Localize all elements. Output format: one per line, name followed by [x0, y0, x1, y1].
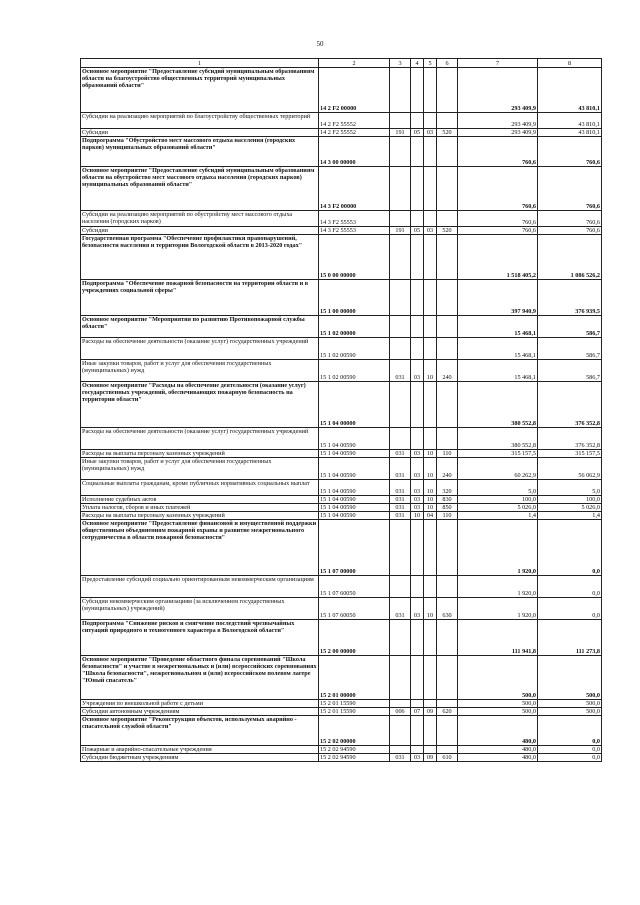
row-amount-cell: 586,7 [538, 316, 602, 338]
row-code-cell: 15 1 04 00590 [319, 428, 390, 450]
row-amount-cell: 15 468,1 [458, 316, 538, 338]
row-amount-cell: 760,6 [458, 211, 538, 227]
row-amount-cell: 100,0 [458, 496, 538, 504]
row-ministry-cell [390, 137, 411, 167]
row-subsection-cell [424, 338, 437, 360]
row-amount-cell: 15 468,1 [458, 360, 538, 382]
table-row [81, 338, 602, 360]
row-code-cell: 15 2 01 15590 [319, 708, 390, 716]
row-amount-cell: 1 920,0 [458, 576, 538, 598]
row-subsection-cell [424, 211, 437, 227]
row-section-cell [411, 316, 424, 338]
row-ministry-cell: 031 [390, 458, 411, 480]
row-subsection-cell: 09 [424, 708, 437, 716]
row-amount-cell: 1,4 [538, 512, 602, 520]
row-amount-cell: 500,0 [458, 656, 538, 700]
table-row [81, 746, 602, 754]
row-section-cell [411, 428, 424, 450]
row-section-cell [411, 338, 424, 360]
row-section-cell [411, 235, 424, 280]
row-subsection-cell [424, 235, 437, 280]
row-amount-cell: 500,0 [538, 656, 602, 700]
row-code-cell: 15 0 00 00000 [319, 235, 390, 280]
row-ministry-cell [390, 520, 411, 576]
row-amount-cell: 760,6 [538, 211, 602, 227]
row-expense-type-cell [437, 382, 458, 428]
table-row [81, 113, 602, 129]
row-ministry-cell [390, 700, 411, 708]
row-expense-type-cell: 110 [437, 512, 458, 520]
row-section-cell [411, 280, 424, 316]
row-code-cell: 15 1 00 00000 [319, 280, 390, 316]
row-amount-cell: 5 026,0 [458, 504, 538, 512]
row-name-cell: Субсидии [81, 227, 319, 235]
table-row [81, 656, 602, 700]
row-expense-type-cell [437, 68, 458, 113]
row-code-cell: 15 1 02 00000 [319, 316, 390, 338]
row-section-cell [411, 68, 424, 113]
budget-table [80, 58, 602, 762]
row-ministry-cell [390, 338, 411, 360]
row-section-cell [411, 716, 424, 746]
row-ministry-cell [390, 235, 411, 280]
row-name-cell: Пожарные и аварийно-спасательные учреждения [81, 746, 319, 754]
row-name-cell: Основное мероприятие "Предоставление субсидий муниципальным образованиям области на благоустройство общественных территорий муниципальных образований области" [81, 68, 319, 113]
row-section-cell [411, 656, 424, 700]
row-expense-type-cell [437, 167, 458, 211]
table-row [81, 480, 602, 496]
row-code-cell: 14 2 F2 55552 [319, 113, 390, 129]
row-subsection-cell [424, 167, 437, 211]
row-expense-type-cell: 240 [437, 458, 458, 480]
row-subsection-cell: 03 [424, 129, 437, 137]
row-code-cell: 14 3 F2 00000 [319, 167, 390, 211]
row-subsection-cell [424, 137, 437, 167]
row-amount-cell: 380 552,8 [458, 428, 538, 450]
row-name-cell: Основное мероприятие "Расходы на обеспечение деятельности (оказание услуг) государственных учреждений, обеспечивающих пожарную безопасность на территории области" [81, 382, 319, 428]
row-section-cell [411, 620, 424, 656]
row-amount-cell: 0,0 [538, 598, 602, 620]
row-subsection-cell [424, 620, 437, 656]
row-name-cell: Подпрограмма "Обеспечение пожарной безопасности на территории области и в учреждениях социальной сферы" [81, 280, 319, 316]
row-amount-cell: 760,6 [538, 167, 602, 211]
row-amount-cell: 293 409,9 [458, 68, 538, 113]
row-amount-cell: 500,0 [458, 708, 538, 716]
row-code-cell: 15 1 04 00590 [319, 450, 390, 458]
row-name-cell: Расходы на обеспечение деятельности (оказание услуг) государственных учреждений [81, 338, 319, 360]
row-name-cell: Субсидии на реализацию мероприятий по благоустройству общественных территорий [81, 113, 319, 129]
row-expense-type-cell [437, 620, 458, 656]
row-amount-cell: 60 262,9 [458, 458, 538, 480]
row-expense-type-cell: 240 [437, 360, 458, 382]
row-ministry-cell: 031 [390, 754, 411, 762]
table-row [81, 598, 602, 620]
row-expense-type-cell [437, 137, 458, 167]
row-amount-cell: 480,0 [458, 716, 538, 746]
row-amount-cell: 376 352,8 [538, 382, 602, 428]
row-expense-type-cell: 320 [437, 480, 458, 496]
row-subsection-cell: 10 [424, 360, 437, 382]
row-expense-type-cell [437, 113, 458, 129]
row-amount-cell: 586,7 [538, 360, 602, 382]
row-amount-cell: 5,0 [538, 480, 602, 496]
row-subsection-cell [424, 280, 437, 316]
row-amount-cell: 397 940,9 [458, 280, 538, 316]
row-name-cell: Основное мероприятие "Предоставление субсидий муниципальным образованиям области на обустройство мест массового отдыха населения (городских парков) муниципальных образований области" [81, 167, 319, 211]
row-code-cell: 15 1 02 00590 [319, 360, 390, 382]
row-ministry-cell: 031 [390, 598, 411, 620]
row-subsection-cell: 10 [424, 598, 437, 620]
row-amount-cell: 43 810,1 [538, 68, 602, 113]
row-amount-cell: 1 518 405,2 [458, 235, 538, 280]
row-amount-cell: 15 468,1 [458, 338, 538, 360]
table-row [81, 496, 602, 504]
row-section-cell: 03 [411, 450, 424, 458]
row-subsection-cell [424, 716, 437, 746]
row-amount-cell: 376 352,8 [538, 428, 602, 450]
row-subsection-cell [424, 700, 437, 708]
row-ministry-cell: 191 [390, 227, 411, 235]
row-amount-cell: 315 157,5 [458, 450, 538, 458]
row-name-cell: Основное мероприятие "Реконструкция объектов, используемых аварийно - спасательной службой области" [81, 716, 319, 746]
row-ministry-cell: 031 [390, 512, 411, 520]
row-amount-cell: 500,0 [538, 700, 602, 708]
row-amount-cell: 1,4 [458, 512, 538, 520]
row-expense-type-cell [437, 428, 458, 450]
column-header: 3 [390, 59, 411, 68]
row-expense-type-cell: 630 [437, 598, 458, 620]
row-code-cell: 14 3 F2 55553 [319, 211, 390, 227]
row-ministry-cell: 031 [390, 450, 411, 458]
row-expense-type-cell [437, 746, 458, 754]
table-row [81, 512, 602, 520]
row-amount-cell: 43 810,1 [538, 113, 602, 129]
column-header: 8 [538, 59, 602, 68]
row-section-cell: 03 [411, 480, 424, 496]
row-subsection-cell: 03 [424, 227, 437, 235]
row-name-cell: Основное мероприятие "Предоставление финансовой и имущественной поддержки общественным объединениям пожарной охраны и развитие межрегионального сотрудничества в области пожарной безопасности" [81, 520, 319, 576]
row-name-cell: Субсидии на реализацию мероприятий по обустройству мест массового отдыха населения (городских парков) [81, 211, 319, 227]
row-amount-cell: 760,6 [538, 137, 602, 167]
row-code-cell: 14 3 F2 55553 [319, 227, 390, 235]
row-amount-cell: 111 941,8 [458, 620, 538, 656]
row-expense-type-cell: 110 [437, 450, 458, 458]
table-row [81, 716, 602, 746]
row-amount-cell: 480,0 [458, 754, 538, 762]
row-name-cell: Иные закупки товаров, работ и услуг для обеспечения государственных (муниципальных) нужд [81, 360, 319, 382]
row-expense-type-cell: 620 [437, 708, 458, 716]
row-subsection-cell: 10 [424, 504, 437, 512]
row-amount-cell: 1 086 526,2 [538, 235, 602, 280]
table-row [81, 316, 602, 338]
row-code-cell: 15 2 01 15590 [319, 700, 390, 708]
table-row [81, 504, 602, 512]
column-header: 5 [424, 59, 437, 68]
row-ministry-cell [390, 428, 411, 450]
row-subsection-cell [424, 520, 437, 576]
row-amount-cell: 43 810,1 [538, 129, 602, 137]
row-name-cell: Подпрограмма "Обустройство мест массового отдыха населения (городских парков) муниципальных образований области" [81, 137, 319, 167]
row-ministry-cell [390, 656, 411, 700]
row-expense-type-cell: 850 [437, 504, 458, 512]
row-subsection-cell: 10 [424, 496, 437, 504]
row-expense-type-cell [437, 716, 458, 746]
row-amount-cell: 760,6 [458, 137, 538, 167]
row-amount-cell: 1 920,0 [458, 520, 538, 576]
row-code-cell: 15 1 04 00590 [319, 504, 390, 512]
table-row [81, 382, 602, 428]
row-name-cell: Расходы на выплаты персоналу казенных учреждений [81, 450, 319, 458]
row-subsection-cell [424, 576, 437, 598]
column-header: 6 [437, 59, 458, 68]
row-code-cell: 15 1 04 00590 [319, 496, 390, 504]
row-ministry-cell: 031 [390, 360, 411, 382]
row-name-cell: Уплата налогов, сборов и иных платежей [81, 504, 319, 512]
row-code-cell: 15 2 00 00000 [319, 620, 390, 656]
row-subsection-cell: 10 [424, 480, 437, 496]
row-name-cell: Субсидии бюджетным учреждениям [81, 754, 319, 762]
row-ministry-cell [390, 68, 411, 113]
row-expense-type-cell [437, 316, 458, 338]
row-ministry-cell [390, 382, 411, 428]
row-subsection-cell: 10 [424, 458, 437, 480]
column-header: 4 [411, 59, 424, 68]
row-code-cell: 15 2 02 94590 [319, 754, 390, 762]
row-amount-cell: 111 273,8 [538, 620, 602, 656]
table-row [81, 167, 602, 211]
table-row [81, 235, 602, 280]
row-name-cell: Государственная программа "Обеспечение профилактики правонарушений, безопасности населения и территории Вологодской области в 2013-2020 годах" [81, 235, 319, 280]
row-section-cell: 03 [411, 496, 424, 504]
row-ministry-cell: 031 [390, 496, 411, 504]
row-ministry-cell: 031 [390, 504, 411, 512]
row-expense-type-cell [437, 280, 458, 316]
table-body [81, 59, 602, 762]
row-name-cell: Исполнение судебных актов [81, 496, 319, 504]
table-row [81, 754, 602, 762]
row-name-cell: Расходы на обеспечение деятельности (оказание услуг) государственных учреждений [81, 428, 319, 450]
table-row [81, 428, 602, 450]
table-row [81, 708, 602, 716]
row-subsection-cell [424, 113, 437, 129]
row-section-cell: 10 [411, 512, 424, 520]
column-header: 2 [319, 59, 390, 68]
row-code-cell: 14 3 00 00000 [319, 137, 390, 167]
column-header: 7 [458, 59, 538, 68]
row-amount-cell: 5,0 [458, 480, 538, 496]
row-subsection-cell [424, 656, 437, 700]
row-code-cell: 14 2 F2 55552 [319, 129, 390, 137]
row-expense-type-cell [437, 211, 458, 227]
row-amount-cell: 1 920,0 [458, 598, 538, 620]
row-amount-cell: 376 939,5 [538, 280, 602, 316]
row-ministry-cell [390, 620, 411, 656]
row-subsection-cell [424, 428, 437, 450]
row-section-cell: 03 [411, 598, 424, 620]
row-section-cell [411, 746, 424, 754]
row-amount-cell: 760,6 [458, 227, 538, 235]
row-section-cell [411, 382, 424, 428]
page-number: 50 [316, 40, 324, 48]
row-amount-cell: 500,0 [538, 708, 602, 716]
table-row [81, 137, 602, 167]
row-subsection-cell: 10 [424, 450, 437, 458]
row-section-cell [411, 167, 424, 211]
row-section-cell [411, 700, 424, 708]
row-ministry-cell [390, 211, 411, 227]
row-section-cell: 05 [411, 227, 424, 235]
row-ministry-cell: 031 [390, 480, 411, 496]
row-name-cell: Социальные выплаты гражданам, кроме публичных нормативных социальных выплат [81, 480, 319, 496]
row-ministry-cell [390, 316, 411, 338]
row-subsection-cell [424, 68, 437, 113]
row-name-cell: Подпрограмма "Снижение рисков и смягчение последствий чрезвычайных ситуаций природного и техногенного характера в Вологодской области" [81, 620, 319, 656]
row-expense-type-cell [437, 235, 458, 280]
row-subsection-cell: 04 [424, 512, 437, 520]
row-section-cell [411, 520, 424, 576]
row-section-cell: 03 [411, 754, 424, 762]
table-row [81, 280, 602, 316]
row-section-cell: 03 [411, 458, 424, 480]
row-code-cell: 15 2 02 00000 [319, 716, 390, 746]
row-amount-cell: 293 409,9 [458, 113, 538, 129]
row-ministry-cell [390, 576, 411, 598]
row-code-cell: 15 1 04 00590 [319, 480, 390, 496]
row-ministry-cell: 006 [390, 708, 411, 716]
row-code-cell: 15 1 07 60050 [319, 598, 390, 620]
table-row [81, 700, 602, 708]
row-ministry-cell: 191 [390, 129, 411, 137]
row-subsection-cell [424, 382, 437, 428]
table-row [81, 360, 602, 382]
row-section-cell: 03 [411, 504, 424, 512]
table-row [81, 68, 602, 113]
table-row [81, 576, 602, 598]
row-subsection-cell [424, 746, 437, 754]
row-ministry-cell [390, 167, 411, 211]
row-code-cell: 15 2 01 00000 [319, 656, 390, 700]
row-code-cell: 14 2 F2 00000 [319, 68, 390, 113]
column-header-row [81, 59, 602, 68]
row-name-cell: Субсидии [81, 129, 319, 137]
row-expense-type-cell [437, 338, 458, 360]
row-code-cell: 15 1 07 60050 [319, 576, 390, 598]
row-name-cell: Иные закупки товаров, работ и услуг для обеспечения государственных (муниципальных) нужд [81, 458, 319, 480]
row-amount-cell: 586,7 [538, 338, 602, 360]
row-amount-cell: 293 409,9 [458, 129, 538, 137]
row-ministry-cell [390, 280, 411, 316]
row-section-cell: 05 [411, 129, 424, 137]
row-section-cell [411, 576, 424, 598]
table-row [81, 129, 602, 137]
row-amount-cell: 760,6 [458, 167, 538, 211]
row-name-cell: Основное мероприятие "Мероприятия по развитию Противопожарной службы области" [81, 316, 319, 338]
row-name-cell: Субсидии автономным учреждениям [81, 708, 319, 716]
row-expense-type-cell [437, 520, 458, 576]
table-row [81, 520, 602, 576]
row-subsection-cell [424, 316, 437, 338]
row-amount-cell: 5 026,0 [538, 504, 602, 512]
row-amount-cell: 315 157,5 [538, 450, 602, 458]
row-expense-type-cell [437, 656, 458, 700]
row-code-cell: 15 2 02 94590 [319, 746, 390, 754]
row-amount-cell: 760,6 [538, 227, 602, 235]
table-row [81, 450, 602, 458]
row-expense-type-cell: 610 [437, 754, 458, 762]
row-amount-cell: 0,0 [538, 754, 602, 762]
row-amount-cell: 0,0 [538, 716, 602, 746]
row-amount-cell: 380 552,8 [458, 382, 538, 428]
row-section-cell: 07 [411, 708, 424, 716]
row-amount-cell: 100,0 [538, 496, 602, 504]
row-amount-cell: 0,0 [538, 576, 602, 598]
row-ministry-cell [390, 716, 411, 746]
row-expense-type-cell: 520 [437, 129, 458, 137]
row-name-cell: Предоставление субсидий социально ориентированным некоммерческим организациям [81, 576, 319, 598]
table-row [81, 620, 602, 656]
row-amount-cell: 56 062,9 [538, 458, 602, 480]
row-code-cell: 15 1 02 00590 [319, 338, 390, 360]
row-amount-cell: 480,0 [458, 746, 538, 754]
row-code-cell: 15 1 07 00000 [319, 520, 390, 576]
column-header: 1 [81, 59, 319, 68]
row-subsection-cell: 09 [424, 754, 437, 762]
table-row [81, 211, 602, 227]
row-amount-cell: 0,0 [538, 746, 602, 754]
row-name-cell: Основное мероприятие "Проведение областного финала соревнований "Школа безопасности" и участие в межрегиональных и (или) всероссийских соревнованиях "Школа безопасности", межрегиональном и (или) всероссийском полевом лагере "Юный спасатель" [81, 656, 319, 700]
row-expense-type-cell [437, 576, 458, 598]
row-expense-type-cell [437, 700, 458, 708]
row-name-cell: Субсидии некоммерческим организациям (за исключением государственных (муниципальных) учреждений) [81, 598, 319, 620]
row-name-cell: Учреждения по внешкольной работе с детьми [81, 700, 319, 708]
row-expense-type-cell: 520 [437, 227, 458, 235]
row-section-cell [411, 211, 424, 227]
row-expense-type-cell: 830 [437, 496, 458, 504]
table-row [81, 458, 602, 480]
row-amount-cell: 0,0 [538, 520, 602, 576]
row-code-cell: 15 1 04 00590 [319, 458, 390, 480]
row-amount-cell: 500,0 [458, 700, 538, 708]
row-code-cell: 15 1 04 00000 [319, 382, 390, 428]
row-ministry-cell [390, 746, 411, 754]
row-section-cell [411, 137, 424, 167]
row-name-cell: Расходы на выплаты персоналу казенных учреждений [81, 512, 319, 520]
table-row [81, 227, 602, 235]
row-section-cell: 03 [411, 360, 424, 382]
row-code-cell: 15 1 04 00590 [319, 512, 390, 520]
row-section-cell [411, 113, 424, 129]
row-ministry-cell [390, 113, 411, 129]
